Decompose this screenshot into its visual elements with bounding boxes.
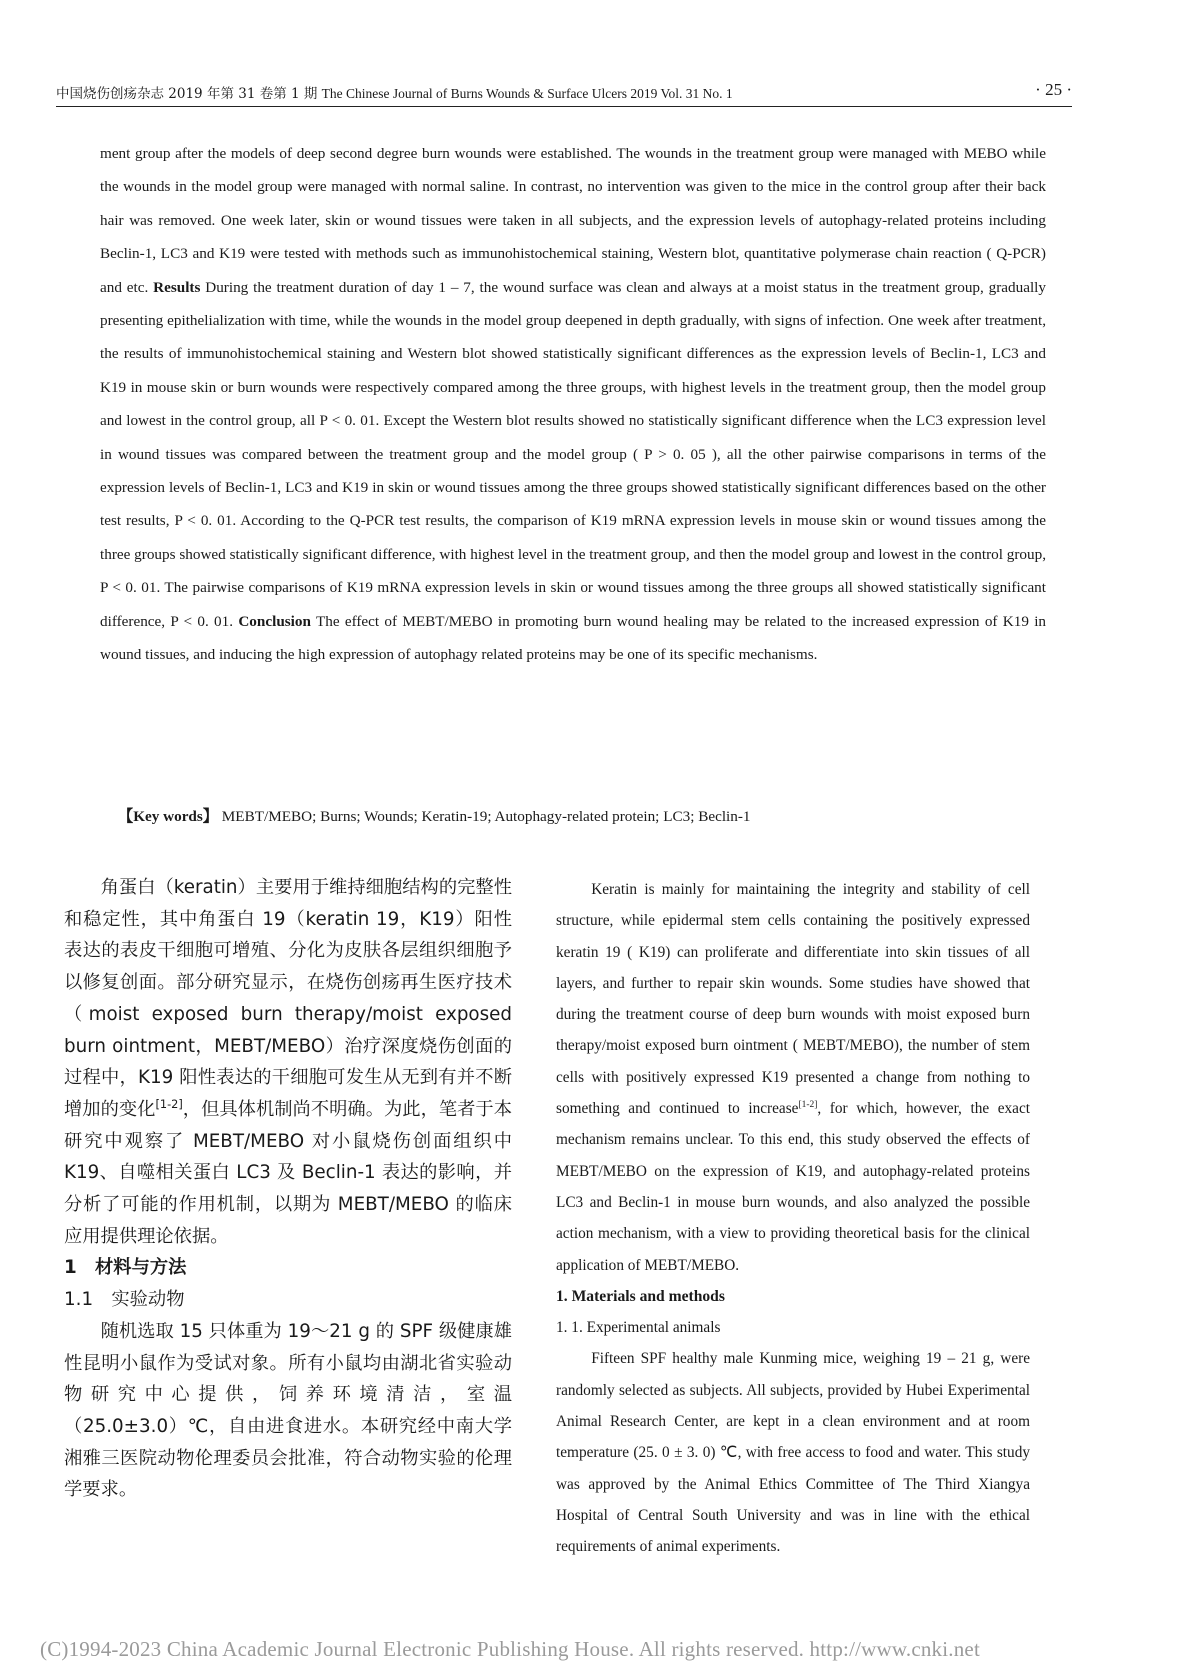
en-intro-paragraph: [556, 874, 1030, 1281]
abstract-results-text: During the treatment duration of day 1 – 7, the wound surface was clean and always at a moist status in the treatment group, gradually presenting epithelialization with time, while the wounds in the model group deepened in depth gradually, with signs of infection. One week after treatment, the results of immunohistochemical staining and Western blot showed statistically significant differences as the expression levels of Beclin-1, LC3 and K19 in mouse skin or burn wounds were respectively compared among the three groups, with highest levels in the treatment group, then the model group and lowest in the control group, all P < 0. 01. Except the Western blot results showed no statistically significant difference when the LC3 expression level in wound tissues was compared between the treatment group and the model group ( P > 0. 05 ), all the other pairwise comparisons in terms of the expression levels of Beclin-1, LC3 and K19 in skin or wound tissues among the three groups showed statistically significant differences based on the other test results, P < 0. 01. According to the Q-PCR test results, the comparison of K19 mRNA expression levels in mouse skin or wound tissues among the three groups showed statistically significant difference, with highest level in the treatment group, and then the model group and lowest in the control group, P < 0. 01. The pairwise comparisons of K19 mRNA expression levels in skin or wound tissues among the three groups all showed statistically significant difference, P < 0. 01.: [100, 278, 1046, 630]
running-header: [56, 82, 1072, 107]
zh-citation: [1-2]: [155, 1096, 183, 1111]
copyright-footer: (C)1994-2023 China Academic Journal Electronic Publishing House. All rights reserved. http://www.cnki.net: [40, 1637, 980, 1661]
english-column: [556, 874, 1030, 1563]
en-intro-text-2: , for which, however, the exact mechanism remains unclear. To this end, this study observed the effects of MEBT/MEBO on the expression of K19, and autophagy-related proteins LC3 and Beclin-1 in mouse burn wounds, and also analyzed the possible action mechanism, with a view to providing theoretical basis for the clinical application of MEBT/MEBO.: [556, 1100, 1030, 1274]
abstract-methods-text: ment group after the models of deep second degree burn wounds were established. The wounds in the treatment group were managed with MEBO while the wounds in the model group were managed with normal saline. In contrast, no intervention was given to the mice in the control group after their back hair was removed. One week later, skin or wound tissues were taken in all subjects, and the expression levels of autophagy-related proteins including Beclin-1, LC3 and K19 were tested with methods such as immunohistochemical staining, Western blot, quantitative polymerase chain reaction ( Q-PCR) and etc.: [100, 145, 1046, 296]
journal-citation: [56, 82, 733, 102]
en-animals-paragraph: Fifteen SPF healthy male Kunming mice, weighing 19 – 21 g, were randomly selected as subjects. All subjects, provided by Hubei Experimental Animal Research Center, are kept in a clean environment and at room temperature (25. 0 ± 3. 0) ℃, with free access to food and water. This study was approved by the Animal Ethics Committee of The Third Xiangya Hospital of Central South University and was in line with the ethical requirements of animal experiments.: [556, 1350, 1030, 1556]
zh-section-heading: 1 材料与方法: [64, 1257, 187, 1279]
en-subsection-heading: 1. 1. Experimental animals: [556, 1319, 721, 1337]
en-intro-text-1: Keratin is mainly for maintaining the integrity and stability of cell structure, while epidermal stem cells containing the positively expressed keratin 19 ( K19) can proliferate and differentiate into skin tissues of all layers, and further to repair skin wounds. Some studies have showed that during the treatment course of deep burn wounds with moist exposed burn therapy/moist exposed burn ointment ( MEBT/MEBO), the number of stem cells with positively expressed K19 presented a change from nothing to something and continued to increase: [556, 881, 1030, 1118]
key-words-label: 【Key words】: [118, 808, 218, 825]
key-words: [118, 805, 1048, 826]
en-section-heading: 1. Materials and methods: [556, 1287, 725, 1305]
english-abstract: [100, 137, 1046, 672]
journal-name-en: The Chinese Journal of Burns Wounds & Surface Ulcers 2019 Vol. 31 No. 1: [321, 86, 733, 101]
en-citation: [1-2]: [798, 1099, 818, 1110]
results-label: Results: [153, 278, 201, 296]
chinese-column: [64, 872, 512, 1506]
journal-name-zh: 中国烧伤创疡杂志 2019 年第 31 卷第 1 期: [56, 86, 318, 102]
key-words-text: MEBT/MEBO; Burns; Wounds; Keratin-19; Autophagy-related protein; LC3; Beclin-1: [221, 808, 751, 825]
zh-intro-text-1: 角蛋白（keratin）主要用于维持细胞结构的完整性和稳定性，其中角蛋白 19（keratin 19，K19）阳性表达的表皮干细胞可增殖、分化为皮肤各层组织细胞予以修复创面。部分研究显示，在烧伤创疡再生医疗技术（moist exposed burn therapy/moist exposed burn ointment，MEBT/MEBO）治疗深度烧伤创面的过程中，K19 阳性表达的干细胞可发生从无到有并不断增加的变化: [64, 877, 512, 1120]
zh-intro-text-2: ，但具体机制尚不明确。为此，笔者于本研究中观察了 MEBT/MEBO 对小鼠烧伤创面组织中 K19、自噬相关蛋白 LC3 及 Beclin-1 表达的影响，并分析了可能的作用机制，以期为 MEBT/MEBO 的临床应用提供理论依据。: [64, 1098, 513, 1247]
abstract-conclusion-text: The effect of MEBT/MEBO in promoting burn wound healing may be related to the increased expression of K19 in wound tissues, and inducing the high expression of autophagy related proteins may be one of its specific mechanisms.: [100, 612, 1047, 664]
zh-intro-paragraph: [64, 872, 512, 1252]
zh-animals-paragraph: 随机选取 15 只体重为 19～21 g 的 SPF 级健康雄性昆明小鼠作为受试对象。所有小鼠均由湖北省实验动物研究中心提供，饲养环境清洁，室温（25.0±3.0）℃，自由进食进水。本研究经中南大学湘雅三医院动物伦理委员会批准，符合动物实验的伦理学要求。: [64, 1320, 512, 1501]
zh-subsection-heading: 1.1 实验动物: [64, 1289, 185, 1311]
conclusion-label: Conclusion: [238, 612, 311, 630]
page-number: · 25 ·: [1035, 80, 1072, 99]
